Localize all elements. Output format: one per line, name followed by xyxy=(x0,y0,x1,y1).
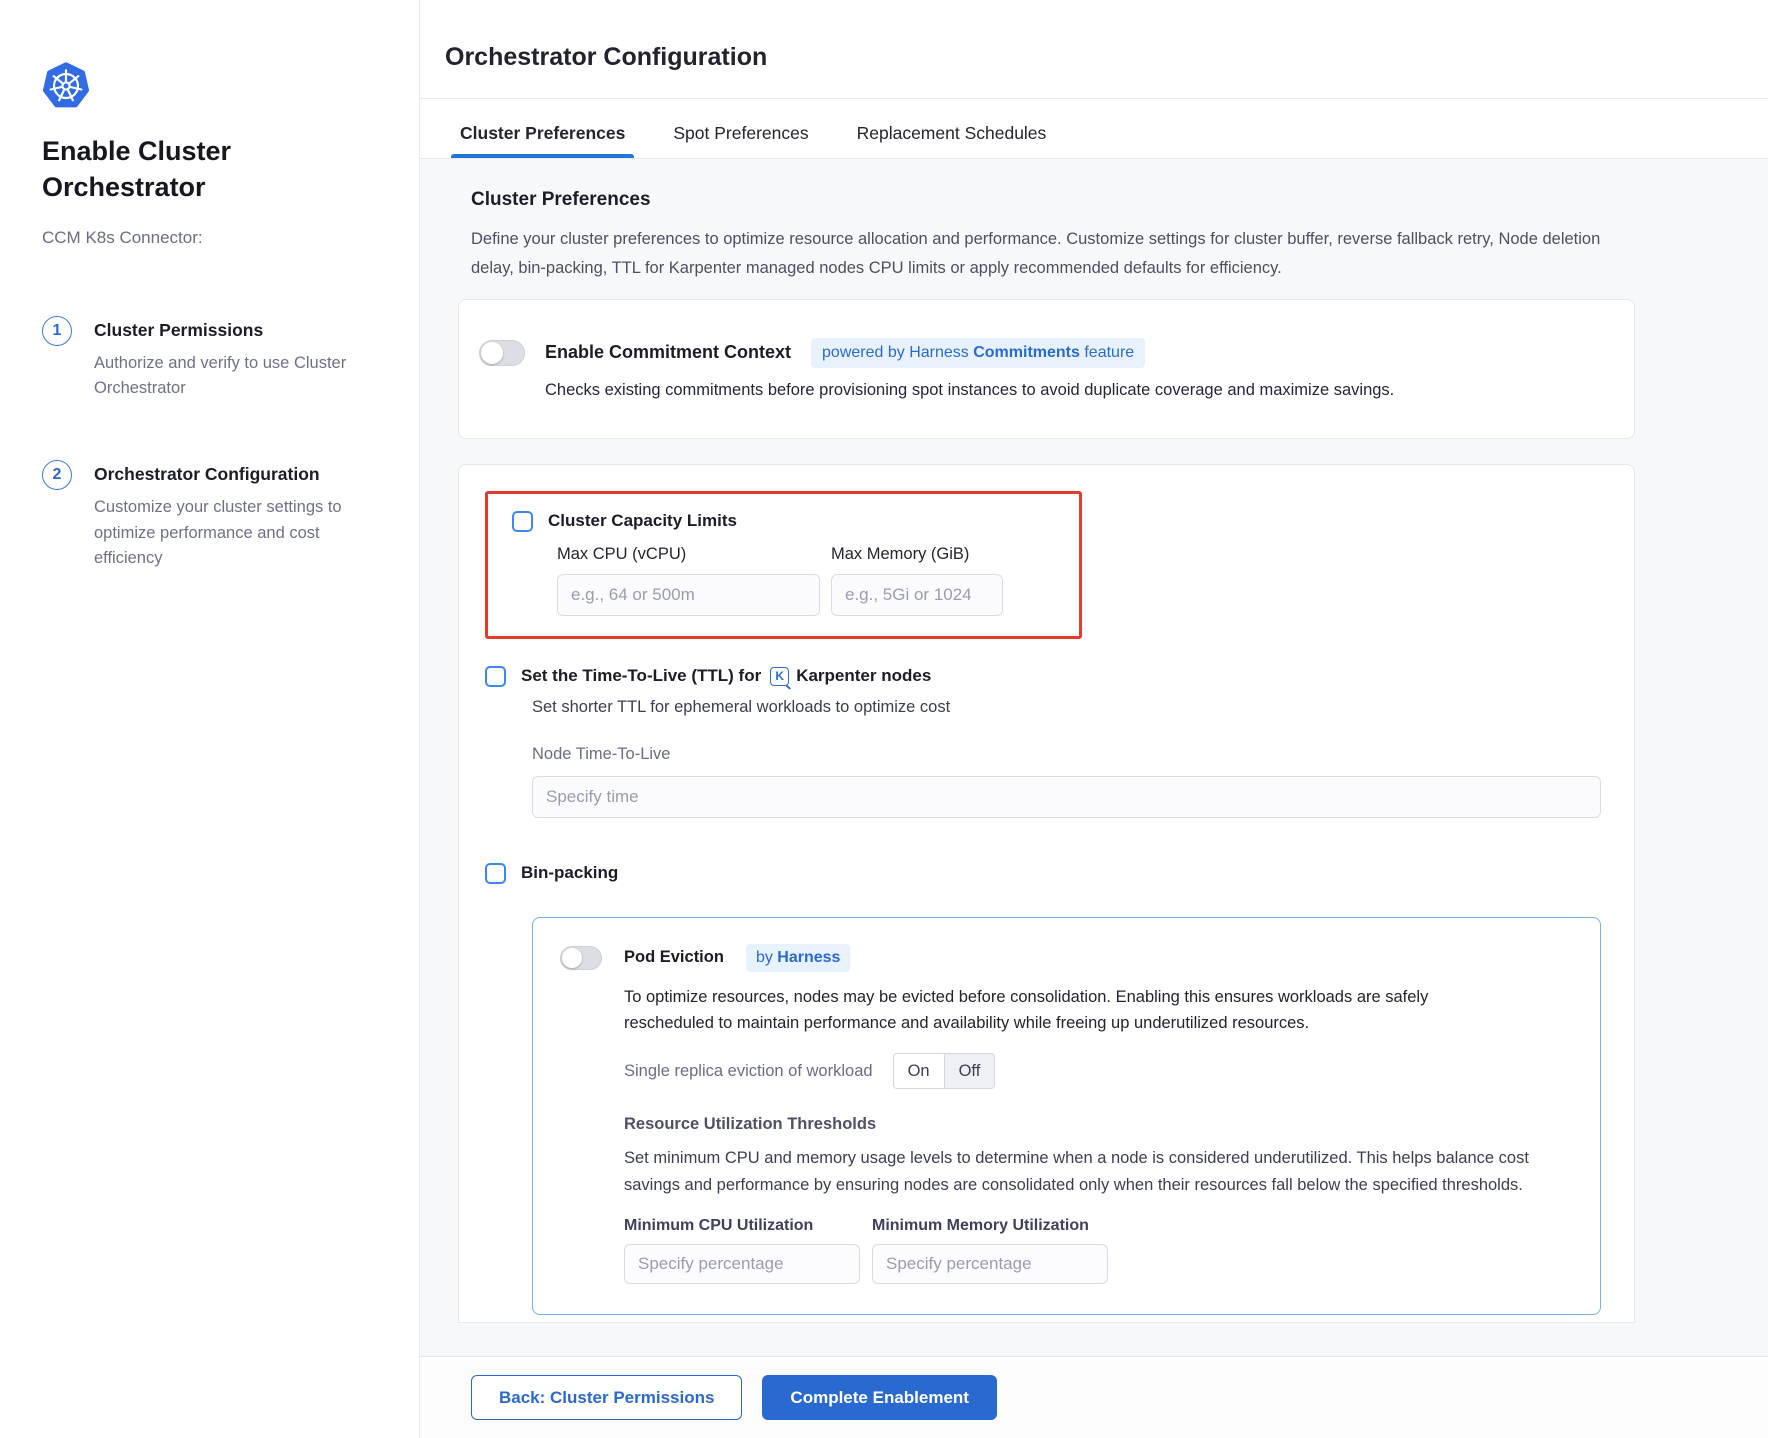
max-memory-label: Max Memory (GiB) xyxy=(831,544,970,563)
min-cpu-label: Minimum CPU Utilization xyxy=(624,1216,814,1234)
node-ttl-label: Node Time-To-Live xyxy=(532,744,671,763)
cluster-capacity-checkbox[interactable] xyxy=(512,511,533,532)
commitment-context-toggle[interactable] xyxy=(479,340,525,366)
step-description-2: Customize your cluster settings to optimize performance and cost efficiency xyxy=(94,497,342,568)
step-number-2: 2 xyxy=(42,460,72,490)
commitment-context-description: Checks existing commitments before provisioning spot instances to avoid duplicate coverage and maximize savings. xyxy=(545,380,1395,399)
step-title-1: Cluster Permissions xyxy=(94,319,264,340)
node-ttl-input[interactable] xyxy=(532,776,1601,818)
tab-spot-preferences[interactable]: Spot Preferences xyxy=(673,123,809,143)
step-title-2: Orchestrator Configuration xyxy=(94,463,320,484)
wizard-sidebar xyxy=(0,0,420,1438)
replica-off-option[interactable]: Off xyxy=(945,1054,995,1088)
step-cluster-permissions[interactable] xyxy=(42,320,377,402)
single-replica-label: Single replica eviction of workload xyxy=(624,1061,873,1080)
badge-suffix-text: feature xyxy=(1079,343,1135,361)
pod-eviction-description: To optimize resources, nodes may be evicted before consolidation. Enabling this ensures workloads are safely rescheduled to maintain performance and availability while freeing up underutilized resources. xyxy=(624,987,1429,1033)
content-scroll-area[interactable] xyxy=(420,159,1768,1356)
min-cpu-input[interactable] xyxy=(624,1244,860,1284)
pod-eviction-toggle[interactable] xyxy=(560,946,602,970)
ttl-description: Set shorter TTL for ephemeral workloads to optimize cost xyxy=(532,697,951,716)
commitment-context-title: Enable Commitment Context xyxy=(545,342,792,363)
tab-bar xyxy=(420,98,1768,159)
badge-bold-text: Harness xyxy=(777,948,841,966)
tab-cluster-preferences[interactable]: Cluster Preferences xyxy=(451,99,634,158)
page-header xyxy=(420,0,1768,98)
replica-eviction-segmented-control xyxy=(893,1053,996,1089)
min-memory-label: Minimum Memory Utilization xyxy=(872,1216,1089,1234)
bin-packing-checkbox[interactable] xyxy=(485,863,506,884)
cluster-capacity-title: Cluster Capacity Limits xyxy=(548,511,737,531)
pod-eviction-card xyxy=(532,917,1601,1315)
max-cpu-input[interactable] xyxy=(557,574,820,616)
wizard-footer xyxy=(420,1356,1768,1438)
tab-replacement-schedules[interactable]: Replacement Schedules xyxy=(856,123,1047,143)
step-number-1: 1 xyxy=(42,316,72,346)
badge-text: powered by Harness xyxy=(822,343,974,361)
cluster-capacity-highlight xyxy=(485,491,1082,639)
back-button[interactable]: Back: Cluster Permissions xyxy=(471,1375,742,1420)
badge-text: by xyxy=(755,948,778,966)
replica-on-option[interactable]: On xyxy=(894,1054,945,1088)
max-memory-input[interactable] xyxy=(831,574,1003,616)
ttl-title xyxy=(521,666,931,686)
ttl-checkbox[interactable] xyxy=(485,666,506,687)
min-memory-input[interactable] xyxy=(872,1244,1108,1284)
step-orchestrator-configuration[interactable] xyxy=(42,464,377,572)
pod-eviction-title: Pod Eviction xyxy=(624,948,724,967)
preferences-card xyxy=(458,464,1635,1323)
thresholds-description: Set minimum CPU and memory usage levels to determine when a node is considered underutilized. This helps balance cost savings and performance by ensuring nodes are consolidated only when their resources fall below the specified thresholds. xyxy=(624,1149,1529,1194)
section-title: Cluster Preferences xyxy=(471,189,651,210)
thresholds-title: Resource Utilization Thresholds xyxy=(624,1115,877,1134)
bin-packing-title: Bin-packing xyxy=(521,863,619,883)
complete-enablement-button[interactable]: Complete Enablement xyxy=(762,1375,997,1420)
by-harness-badge xyxy=(746,944,851,972)
badge-bold-text: Commitments xyxy=(973,343,1080,361)
karpenter-icon: K xyxy=(770,667,789,686)
toggle-knob xyxy=(562,948,582,968)
main-panel xyxy=(420,0,1768,1438)
max-cpu-label: Max CPU (vCPU) xyxy=(557,544,687,563)
connector-subtitle: CCM K8s Connector: xyxy=(42,227,203,247)
page-title: Orchestrator Configuration xyxy=(445,43,768,71)
kubernetes-icon xyxy=(42,62,90,110)
commitments-feature-badge xyxy=(811,338,1145,368)
ttl-title-suffix: Karpenter nodes xyxy=(796,666,932,686)
ttl-title-prefix: Set the Time-To-Live (TTL) for xyxy=(521,666,762,686)
toggle-knob xyxy=(481,342,503,364)
section-description: Define your cluster preferences to optimize resource allocation and performance. Customize settings for cluster buffer, reverse fallback retry, Node deletion delay, bin-packing, TTL for Karpenter managed nodes CPU limits or apply recommended defaults for efficiency. xyxy=(471,230,1601,277)
step-description-1: Authorize and verify to use Cluster Orchestrator xyxy=(94,353,347,398)
commitment-context-card xyxy=(458,299,1635,439)
wizard-title: Enable Cluster Orchestrator xyxy=(42,136,232,202)
